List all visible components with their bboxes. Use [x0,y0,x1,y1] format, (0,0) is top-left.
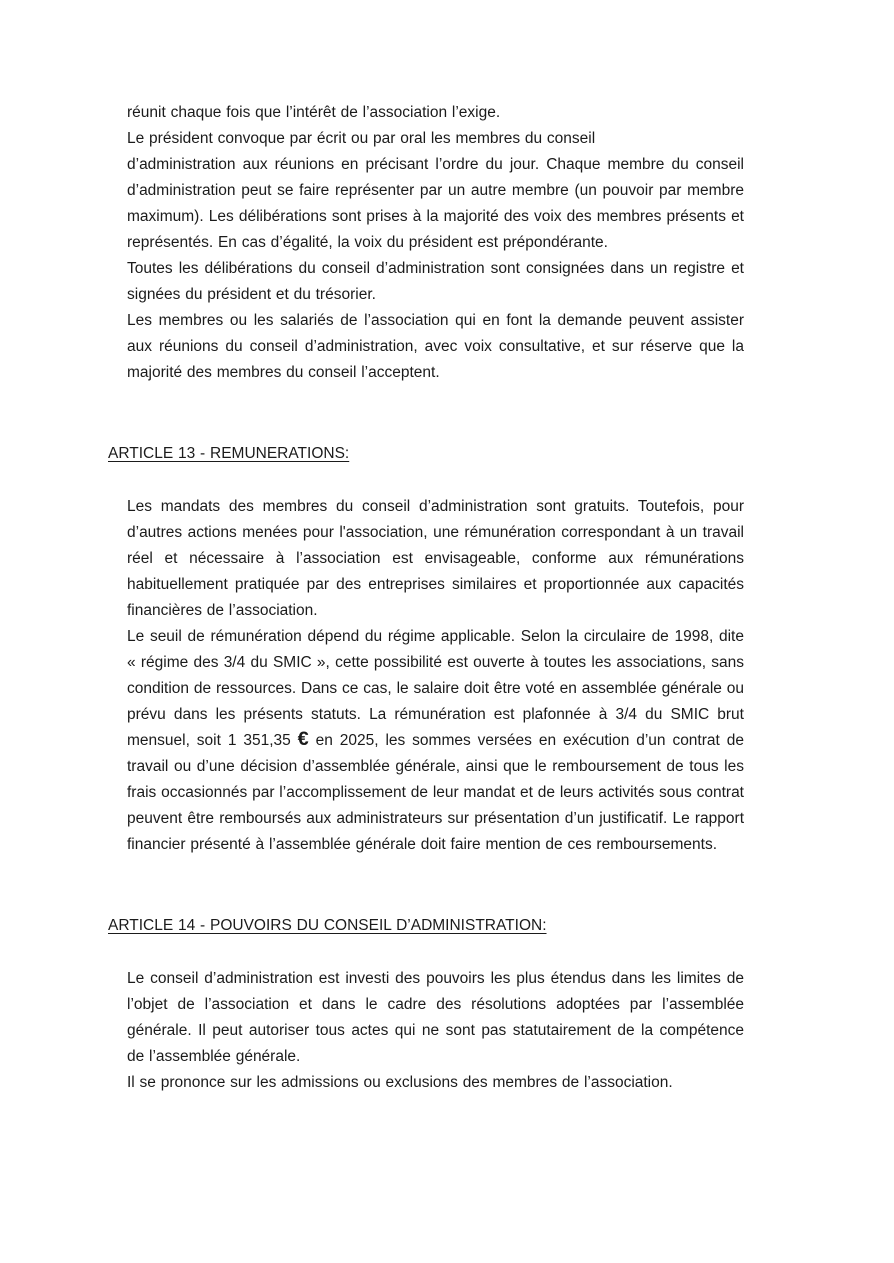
article-heading: ARTICLE 14 - POUVOIRS DU CONSEIL D’ADMINISTRATION: [108,917,547,934]
paragraph: Il se prononce sur les admissions ou exclusions des membres de l’association. [127,1074,673,1091]
paragraph: Toutes les délibérations du conseil d’administration sont consignées dans un registre et signées du président et du trésorier. [127,260,744,303]
paragraph: Le conseil d’administration est investi des pouvoirs les plus étendus dans les limites de l’objet de l’association et dans le cadre des résolutions adoptées par l’assemblée générale. Il peut autoriser tous actes qui ne sont pas statutairement de la compétence de l’assemblée générale. [127,970,744,1065]
paragraph [127,624,744,858]
paragraph: Les membres ou les salariés de l’association qui en font la demande peuvent assister aux réunions du conseil d’administration, avec voix consultative, et sur réserve que la majorité des membres du conseil l’acceptent. [127,312,744,381]
article-heading: ARTICLE 13 - REMUNERATIONS: [108,445,350,462]
text-segment: en 2025, les sommes versées en exécution d’un contrat de travail ou d’une décision d’assemblée générale, ainsi que le remboursement de tous les frais occasionnés par l’accomplissement de leur mandat et de leurs activités sous contrat peuvent être remboursés aux administrateurs sur présentation d’un justificatif. Le rapport financier présenté à l’assemblée générale doit faire mention de ces remboursements. [127,732,744,853]
paragraph: d’administration aux réunions en précisant l’ordre du jour. Chaque membre du conseil d’administration peut se faire représenter par un autre membre (un pouvoir par membre maximum). Les délibérations sont prises à la majorité des voix des membres présents et représentés. En cas d’égalité, la voix du président est prépondérante. [127,156,744,251]
text-segment: Le seuil de rémunération dépend du régime applicable. Selon la circulaire de 1998, dite « régime des 3/4 du SMIC », cette possibilité est ouverte à toutes les associations, sans condition de ressources. Dans ce cas, le salaire doit être voté en assemblée générale ou prévu dans les présents statuts. La rémunération est plafonnée à 3/4 du SMIC brut mensuel, soit 1 351,35 [127,628,744,749]
paragraph: Le président convoque par écrit ou par oral les membres du conseil [127,130,596,147]
paragraph: réunit chaque fois que l’intérêt de l’association l’exige. [127,104,501,121]
paragraph: Les mandats des membres du conseil d’administration sont gratuits. Toutefois, pour d’autres actions menées pour l'association, une rémunération correspondant à un travail réel et nécessaire à l’association est envisageable, conforme aux rémunérations habituellement pratiquée par des entreprises similaires et proportionnée aux capacités financières de l’association. [127,498,744,619]
euro-symbol: € [297,728,309,750]
document-content [108,100,744,1096]
